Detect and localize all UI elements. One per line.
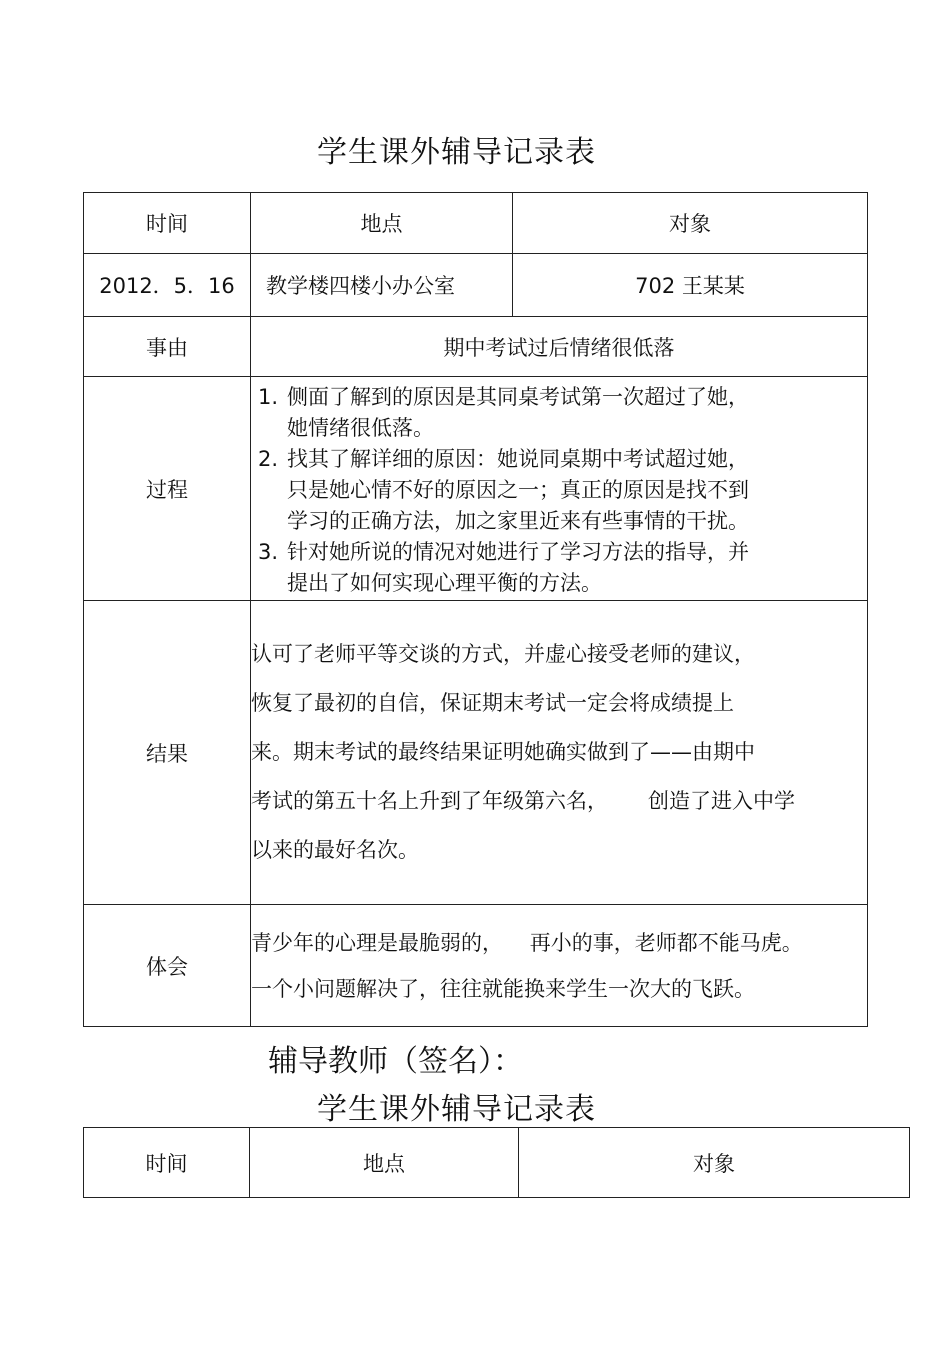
process-line: 学习的正确方法，加之家里近来有些事情的干扰。 [287, 509, 749, 533]
location-value: 教学楼四楼小办公室 [251, 254, 513, 317]
target-header: 对象 [513, 193, 868, 254]
result-label: 结果 [84, 601, 251, 905]
reflection-row [84, 905, 868, 1027]
result-text [251, 601, 868, 905]
reflection-line: 一个小问题解决了，往往就能换来学生一次大的飞跃。 [251, 976, 755, 1001]
process-row [84, 377, 868, 601]
result-row [84, 601, 868, 905]
process-item-text [287, 537, 749, 599]
reason-label: 事由 [84, 317, 251, 377]
reflection-line: 青少年的心理是最脆弱的， 再小的事，老师都不能马虎。 [251, 930, 803, 955]
location-header: 地点 [250, 1128, 519, 1198]
time-value: 2012．5．16 [84, 254, 251, 317]
process-item [258, 537, 867, 599]
second-page-title: 学生课外辅导记录表 [317, 1092, 596, 1127]
process-item-text [287, 444, 749, 537]
process-label: 过程 [84, 377, 251, 601]
process-list [251, 378, 867, 599]
process-item-text [287, 382, 749, 444]
process-cell [251, 377, 868, 601]
reflection-text [251, 905, 868, 1027]
process-item [258, 382, 867, 444]
result-line: 考试的第五十名上升到了年级第六名， 创造了进入中学 [251, 789, 796, 813]
process-line: 提出了如何实现心理平衡的方法。 [287, 571, 602, 595]
result-line: 恢复了最初的自信，保证期末考试一定会将成绩提上 [251, 691, 734, 715]
location-header: 地点 [251, 193, 513, 254]
result-line: 来。期末考试的最终结果证明她确实做到了——由期中 [251, 740, 755, 764]
process-item-number: 3. [258, 540, 279, 564]
header-row [84, 1128, 910, 1198]
process-item-number: 1. [258, 385, 279, 409]
reflection-label: 体会 [84, 905, 251, 1027]
process-line: 侧面了解到的原因是其同桌考试第一次超过了她， [287, 385, 749, 409]
reason-row [84, 317, 868, 377]
process-line: 找其了解详细的原因：她说同桌期中考试超过她， [287, 447, 749, 471]
process-line: 针对她所说的情况对她进行了学习方法的指导，并 [287, 540, 749, 564]
tutoring-record-table [83, 192, 868, 1027]
result-line: 认可了老师平等交谈的方式，并虚心接受老师的建议， [251, 642, 755, 666]
info-row [84, 254, 868, 317]
time-header: 时间 [84, 193, 251, 254]
page-title: 学生课外辅导记录表 [317, 135, 596, 170]
process-line: 她情绪很低落。 [287, 416, 434, 440]
process-line: 只是她心情不好的原因之一；真正的原因是找不到 [287, 478, 749, 502]
header-row [84, 193, 868, 254]
process-item-number: 2. [258, 447, 279, 471]
reason-text: 期中考试过后情绪很低落 [251, 317, 868, 377]
process-item [258, 444, 867, 537]
target-header: 对象 [519, 1128, 910, 1198]
second-tutoring-record-table [83, 1127, 910, 1198]
result-line: 以来的最好名次。 [251, 838, 419, 862]
target-value: 702 王某某 [513, 254, 868, 317]
signature-label: 辅导教师（签名）： [268, 1044, 523, 1079]
time-header: 时间 [84, 1128, 250, 1198]
